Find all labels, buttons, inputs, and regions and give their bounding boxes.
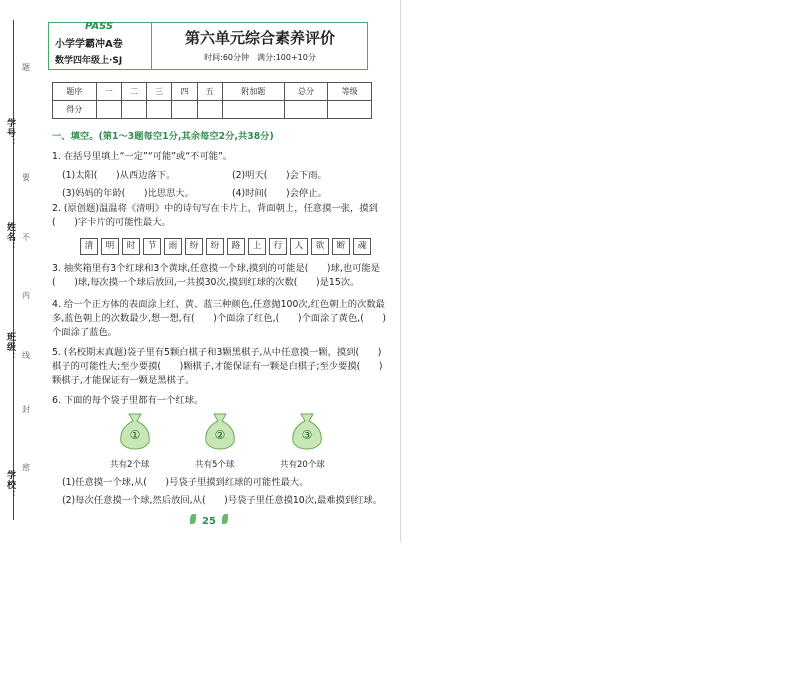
q6-part-2: (2)每次任意摸一个球,然后放回,从( )号袋子里任意摸10次,最难摸到红球。 <box>62 495 383 506</box>
question-5: 5. (名校期末真题)袋子里有5颗白棋子和3颗黑棋子,从中任意摸一颗，摸到( )棋子的可能性大;至少要摸( )颗棋子,才能保证有一颗是白棋子;至少要摸( )颗棋子,才能保证有一颗是黑棋子。 <box>52 347 383 386</box>
score-cell[interactable] <box>147 101 172 119</box>
binding-mark: 密 <box>22 463 30 472</box>
poem-card: 纷 <box>206 238 224 255</box>
binding-mark: 封 <box>22 405 30 414</box>
poem-card: 时 <box>122 238 140 255</box>
poem-card: 行 <box>269 238 287 255</box>
score-header-cell: 总分 <box>284 83 328 101</box>
bag-3-icon <box>287 408 327 450</box>
q1-part-3: (3)妈妈的年龄( )比思思大。 <box>62 188 194 199</box>
poem-card: 明 <box>101 238 119 255</box>
q1-part-2: (2)明天( )会下雨。 <box>232 170 327 181</box>
bag-number: ① <box>129 428 141 442</box>
score-header-cell: 三 <box>147 83 172 101</box>
poem-card: 人 <box>290 238 308 255</box>
bag-1-icon <box>115 408 155 450</box>
page-25 <box>0 0 400 542</box>
score-header-cell: 一 <box>96 83 121 101</box>
q6-part-1: (1)任意摸一个球,从( )号袋子里摸到红球的可能性最大。 <box>62 477 309 488</box>
q1-part-4: (4)时间( )会停止。 <box>232 188 327 199</box>
score-header-cell: 题序 <box>53 83 97 101</box>
poem-card: 节 <box>143 238 161 255</box>
poem-card: 欲 <box>311 238 329 255</box>
binding-line <box>13 20 14 520</box>
score-cell[interactable] <box>121 101 146 119</box>
bag-2-icon <box>200 408 240 450</box>
score-cell[interactable] <box>96 101 121 119</box>
bag-3-label: 共有20个球 <box>280 460 325 470</box>
score-cell[interactable] <box>328 101 372 119</box>
name-label: 姓名： <box>5 222 15 252</box>
binding-mark: 线 <box>22 351 30 360</box>
question-2: 2. (原创题)温温将《清明》中的诗句写在卡片上，背面朝上，任意摸一张，摸到( )字卡片的可能性最大。 <box>52 203 378 228</box>
poem-card: 断 <box>332 238 350 255</box>
question-4: 4. 给一个正方体的表面涂上红、黄、蓝三种颜色,任意抛100次,红色朝上的次数最多,蓝色朝上的次数最少,想一想,有( )个面涂了红色,( )个面涂了黄色,( )个面涂了蓝色。 <box>52 299 387 338</box>
score-cell[interactable] <box>172 101 197 119</box>
time-score-meta: 时间:60分钟 满分:100+10分 <box>204 53 316 62</box>
series-name: 小学学霸冲A卷 <box>55 39 123 50</box>
poem-card: 纷 <box>185 238 203 255</box>
poem-card: 魂 <box>353 238 371 255</box>
question-1: 1. 在括号里填上“一定”“可能”或“不可能”。 <box>52 151 233 162</box>
leaf-icon <box>222 514 228 524</box>
exam-header <box>48 22 368 70</box>
poem-card: 路 <box>227 238 245 255</box>
leaf-icon <box>190 514 196 524</box>
score-cell[interactable] <box>284 101 328 119</box>
score-header-cell: 附加题 <box>222 83 284 101</box>
page-number: 25 <box>202 516 216 527</box>
student-id-label: 学号： <box>5 118 15 148</box>
question-3: 3. 抽奖箱里有3个红球和3个黄球,任意摸一个球,摸到的可能是( )球,也可能是( )球,每次摸一个球后放回,一共摸30次,摸到红球的次数( )是15次。 <box>52 263 380 288</box>
binding-mark: 要 <box>22 173 30 182</box>
bag-1-label: 共有2个球 <box>110 460 150 470</box>
binding-mark: 题 <box>22 63 30 72</box>
poem-card: 清 <box>80 238 98 255</box>
pass-logo: PASS <box>85 21 114 32</box>
question-6: 6. 下面的每个袋子里都有一个红球。 <box>52 395 204 406</box>
score-header-cell: 等级 <box>328 83 372 101</box>
series-box <box>49 23 152 69</box>
binding-mark: 内 <box>22 291 30 300</box>
binding-mark: 不 <box>22 233 30 242</box>
score-cell[interactable] <box>197 101 222 119</box>
bag-number: ③ <box>301 428 313 442</box>
score-header-cell: 四 <box>172 83 197 101</box>
poem-card: 上 <box>248 238 266 255</box>
score-cell[interactable] <box>222 101 284 119</box>
score-header-cell: 五 <box>197 83 222 101</box>
school-label: 学校： <box>5 470 15 500</box>
bag-2-label: 共有5个球 <box>195 460 235 470</box>
class-label: 班级： <box>5 332 15 362</box>
score-header-cell: 二 <box>121 83 146 101</box>
score-table <box>52 82 372 119</box>
bag-number: ② <box>214 428 226 442</box>
page-title: 第六单元综合素养评价 <box>184 29 335 47</box>
page-26 <box>400 0 800 542</box>
score-row-label: 得分 <box>53 101 97 119</box>
q1-part-1: (1)太阳( )从西边落下。 <box>62 170 176 181</box>
poem-card: 雨 <box>164 238 182 255</box>
section-fill-in: 一、填空。(第1～3题每空1分,其余每空2分,共38分) <box>52 131 274 142</box>
grade-label: 数学四年级上·SJ <box>55 56 123 66</box>
binding-margin <box>0 0 36 542</box>
